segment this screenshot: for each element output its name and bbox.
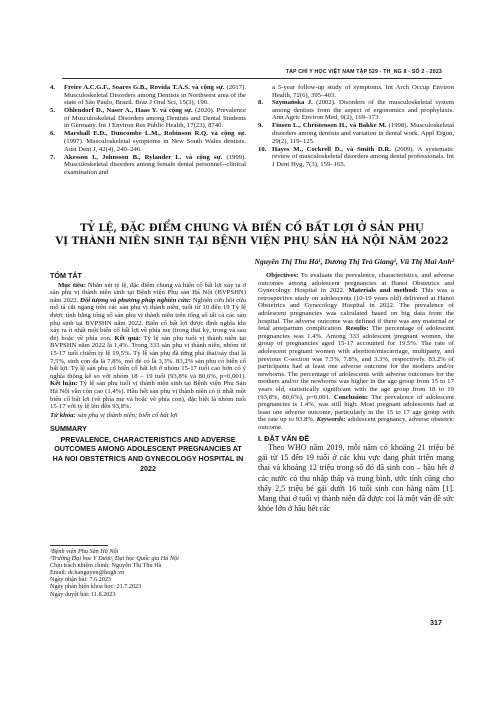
abstract-paragraph: Objectives: To evaluate the prevalence, characteristics, and adverse outcomes among adolescent pregnancies at Hanoi Obstetrics and Gynecology Hospital in 2022. Materials and method: This was a retrospective study on adolescents (10-19 years old) delivered at Hanoi Obstetrics and Gynecology Hospital in 2022. The prevalence of adolescent pregnancies was calculated based on big data from the hospital. The adverse outcome was defined if there was any maternal or fetal antepartum complication. Results: The percentage of adolescent pregnancies was 1.4%. Among 333 adolescent pregnant women, the group of pregnancies aged 15-17 accounted for 19.5%. The rate of adolescent pregnant women with abortion/miscarriage, multiparty, and previous C-section was 7.5%, 7.8%, and 3.3%, respectively. 83.2% of participants had at least one adverse outcome for the mothers and/or newborns. The percentage of adolescents with adverse outcomes for the mothers and/or the newborns was higher in the age group from 15 to 17 years old, statistically significant with the age group from 18 to 19 (93,8%, 80,6%), p=0.001. Conclusion: The prevalence of adolescent pregnancies is 1.4%, was still high. Most pregnant adolescents had at least one adverse outcome, particularly in the 15 to 17 age group with the rate up to 93.8%. Keywords: adolescent pregnancy, adverse obstetric outcome.: [258, 272, 455, 431]
reference-text: (2002). Disorders of the musculoskeletal system among dentists from the aspect of ergonomics and prophylaxis. Ann Agric Environ Med, 9(2), 169–173.: [272, 99, 454, 122]
author-list: Nguyễn Thị Thu Hà¹, Dương Thị Trà Giang¹, Vũ Thị Mai Anh²: [254, 257, 454, 266]
reference-item: [50, 107, 246, 130]
reference-authors: Finsen L., Christensen H., và Bakke M.: [272, 122, 387, 130]
reference-text: (1999). Musculoskeletal disorders among female dental personnel--clinical examination and: [64, 153, 246, 176]
header-rule: [62, 78, 442, 79]
reference-item: [50, 84, 246, 107]
reference-text: (1997). Musculoskeletal symptoms in New South Wales dentists. Aust Dent J, 42(4), 240–246.: [64, 137, 246, 153]
references-right: [258, 84, 454, 169]
review-date: Ngày phản biện khoa học: 21.7.2023: [50, 583, 142, 591]
reference-continuation: a 5-year follow-up study of symptoms. Int Arch Occup Environ Health, 72(6), 395–403.: [272, 84, 454, 99]
reference-item: [258, 99, 454, 122]
reference-authors: Hayes M., Cockrell D., và Smith D.R.: [272, 145, 391, 153]
reference-text: (2020). Prevalence of Musculoskeletal Disorders among Dentists and Dental Students in Germany. Int J Environ Res Public Health, 17(23), 8740.: [64, 107, 247, 130]
abstract-vietnamese: [50, 272, 246, 473]
reference-text: (2009). A systematic review of musculoskeletal disorders among dental professionals. Int J Dent Hyg, 7(3), 159–165.: [272, 145, 455, 168]
reference-number: 5.: [50, 107, 56, 115]
section-heading: I. ĐẶT VẤN ĐỀ: [258, 434, 310, 444]
received-date: Ngày nhận bài: 7.6.2023: [50, 576, 112, 584]
reference-text: (1998). Musculoskeletal disorders among dentists and variation in dental work. Appl Ergon, 29(2), 119–125.: [272, 122, 454, 145]
reference-authors: Szymańska J.: [272, 99, 313, 107]
running-head: TẠP CHÍ Y HỌC VIỆT NAM TẬP 529 - TH_NG 8 - SỐ 2 - 2023: [285, 69, 442, 75]
introduction-text: Theo WHO năm 2019, mỗi năm có khoảng 21 triệu bé gái từ 15 đến 19 tuổi ở các khu vực đang phát triển mang thai và khoảng 12 triệu trong số đó đã sinh con – hầu hết ở các nước có thu nhập thấp và trung bình, ước tính cũng cho thấy 2,5 triệu bé gái dưới 16 tuổi sinh con hàng năm [1]. Mang thai ở tuổi vị thành niên đã được coi là một vấn đề sức khỏe lớn ở hầu hết các: [258, 443, 454, 514]
abstract-paragraph: Mục tiêu: Nhằn xét tỷ lệ, đặc điểm chung và biến cố bất lợi xảy ra ở sản phụ vị thành niên sinh tại Bệnh viện Phụ sản Hà Nội (BVPSHN) năm 2022. Đối tượng và phương pháp nghiên cứu: Nghiên cứu hồi cứu mô tả cắt ngang trên các sản phụ vị thành niên, tuổi từ 10 đến 19 Tỷ lệ được tính bằng tổng số sản phụ vị thành niên trên tổng số tất cả các sản phụ sinh tại BVPSHN năm 2022. Biến cố bất lợi được định nghĩa khi xảy ra ít nhất một biến cố bất lợi về phía mẹ (trong thai kỳ, trong và sau đẻ) hoặc về phía con. Kết quả: Tỷ lệ sản phụ tuổi vị thành niên tại BVPSHN năm 2022 là 1,4%. Trong 333 sản phụ vị thành niên, nhóm từ 15-17 tuổi chiếm tỷ lệ 19,5%. Tỷ lệ sản phụ đã từng phá thai/sảy thai là 7,5%, sinh con đa là 7,8%, mổ đẻ có là 3,3%. 83,2% sản phụ có biến cố bất lợi. Tỷ lệ sản phụ có biến cố bất lợi ở nhóm 15-17 tuổi cao hơn có ý nghĩa thống kê so với nhóm 18 – 19 tuổi (93,8% và 80,6%, p=0,001). Kết luận: Tỷ lệ sản phụ tuổi vị thành niên sinh tại Bệnh viện Phụ Sản Hà Nội vẫn còn cao (1,4%). Hầu hết sản phụ vị thành niên có ít nhất một biến cố bất lợi (về phía mẹ và hoặc về phía con), đặc biệt là nhóm tuổi 15-17 với tỷ lệ lên đến 93,8%.: [50, 281, 247, 411]
reference-number: 8.: [258, 99, 264, 107]
footnote-rule: [50, 545, 108, 546]
reference-authors: Ohlendorf D., Naser A., Haas Y. và cộng sự.: [64, 107, 193, 115]
reference-number: 4.: [50, 84, 56, 91]
reference-number: 7.: [50, 153, 56, 161]
summary-heading: SUMMARY: [50, 424, 87, 434]
article-title-line-1: TỶ LỆ, ĐẶC ĐIỂM CHUNG VÀ BIẾN CỐ BẤT LỢI Ở SẢN PHỤ: [80, 223, 424, 234]
accepted-date: Ngày duyệt bài: 11.8.2023: [50, 590, 116, 598]
reference-authors: Freire A.C.G.F., Soares G.B., Rovida T.A.S. và cộng sự.: [64, 84, 225, 91]
affiliation-footnote: ²Trường Đại học Y Dược, Đại học Quốc gia Hà Nội: [50, 555, 179, 563]
keywords-vietnamese: Từ khóa: sản phụ vị thành niên; biến cố bất lợi: [50, 411, 178, 419]
reference-item: [258, 146, 454, 169]
abstract-heading: TÓM TẮT: [50, 271, 82, 280]
reference-number: 9.: [258, 122, 264, 130]
affiliation-footnote: ¹Bệnh viện Phụ Sản Hà Nội: [50, 548, 119, 555]
references-left: [50, 84, 246, 177]
reference-authors: Marshall E.D., Duncombe L.M., Robinson R.Q. và cộng sự.: [64, 130, 246, 138]
reference-item: [50, 130, 246, 153]
page-number: 317: [430, 618, 442, 627]
article-title-line-2: VỊ THÀNH NIÊN SINH TẠI BỆNH VIỆN PHỤ SẢN HÀ NỘI NĂM 2022: [55, 236, 449, 247]
footnotes: [50, 545, 246, 598]
reference-item: [258, 122, 454, 145]
reference-number: 10.: [258, 145, 267, 153]
reference-number: 6.: [50, 130, 56, 138]
reference-authors: Akesson I., Johnsson B., Rylander L. và cộng sự.: [64, 153, 223, 161]
english-title: PREVALENCE, CHARACTERISTICS AND ADVERSE OUTCOMES AMONG ADOLESCENT PREGNANCIES AT HA NOI OBSTETRICS AND GYNECOLOGY HOSPITAL IN 2022: [52, 434, 244, 473]
reference-item: [50, 154, 246, 177]
abstract-english: [258, 272, 454, 514]
email-line: Email: dr.hanguyen@hogh.vn: [50, 569, 125, 577]
corresponding-author: Chịu trách nhiệm chính: Nguyễn Thị Thu Hà: [50, 562, 162, 570]
reference-text: (2017). Musculoskeletal Disorders among Dentists in Northwest area of the state of São Paulo, Brazil. Braz J Oral Sci, 15(3), 190.: [64, 84, 247, 107]
article-title: [50, 222, 454, 248]
